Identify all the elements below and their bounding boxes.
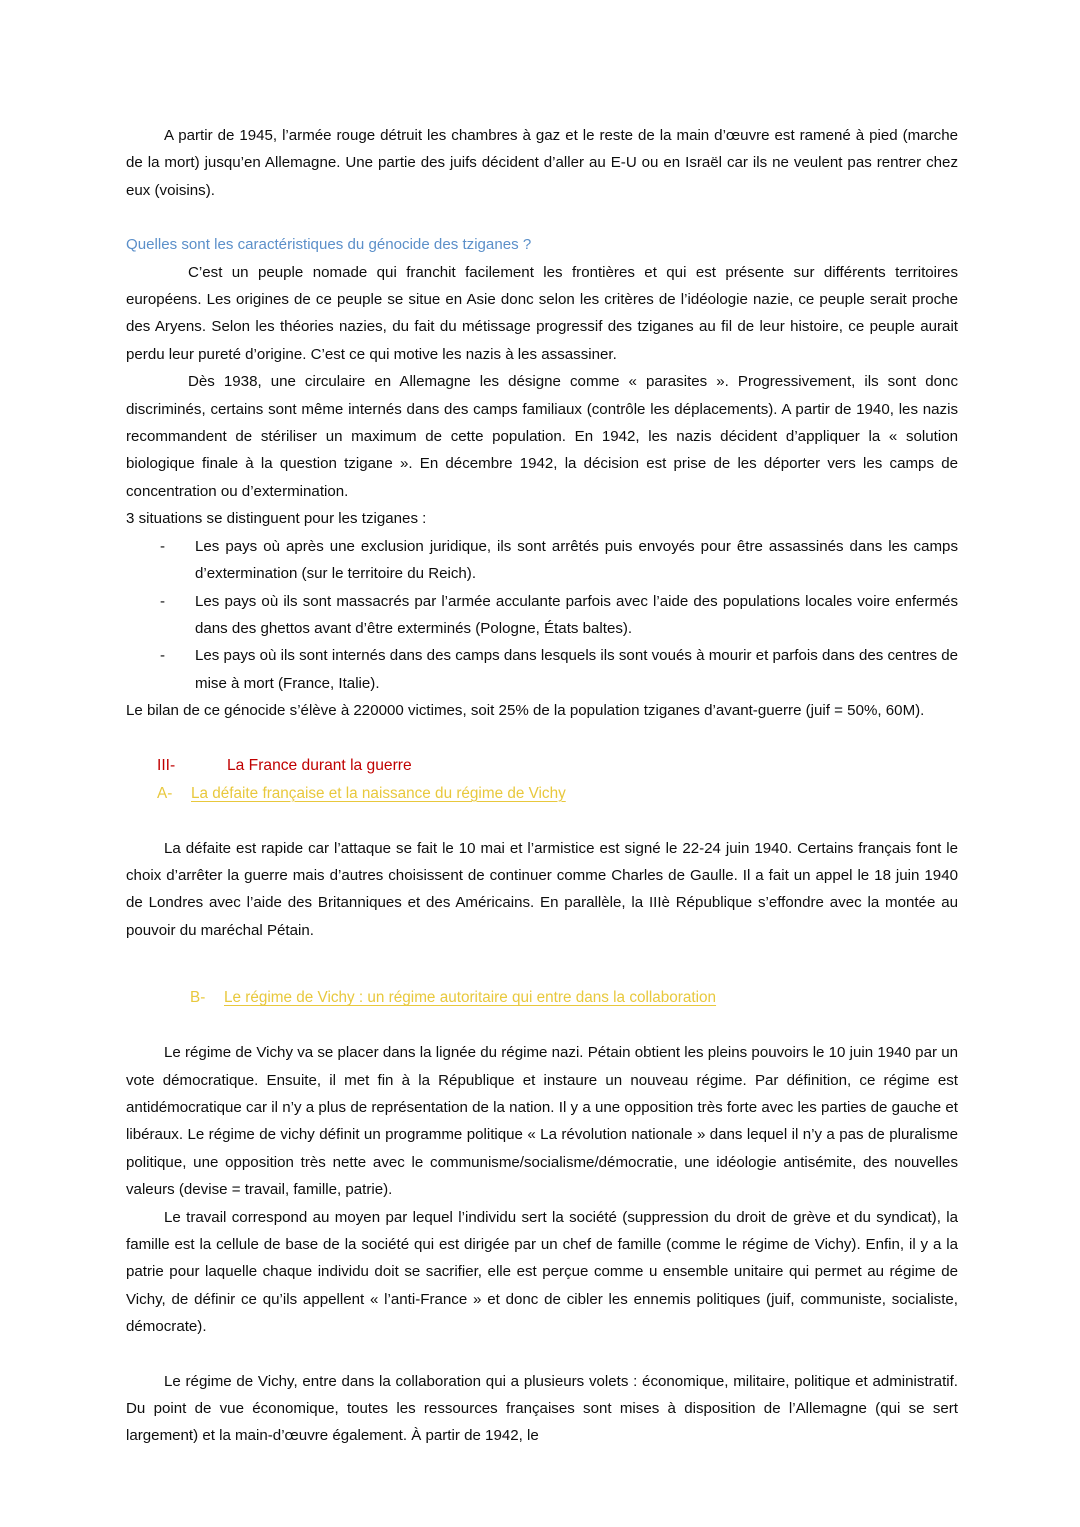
spacer (126, 944, 958, 984)
heading-subsection-b-label: Le régime de Vichy : un régime autoritaire qui entre dans la collaboration (224, 989, 717, 1007)
list-intro-3-situations: 3 situations se distinguent pour les tziganes : (126, 510, 427, 528)
paragraph-circulaire-1938: Dès 1938, une circulaire en Allemagne les désigne comme « parasites ». Progressivement, ils sont donc discriminés, certains sont même internés dans des camps familiaux (contrôle les déplacements). A partir de 1940, les nazis recommandent de stériliser un maximum de cette population. En 1942, les nazis décident d’appliquer la « solution biologique finale à la question tzigane ». En décembre 1942, la décision est prise de les déporter vers les camps de concentration ou d’extermination. (126, 373, 958, 500)
heading-subsection-a-number: A- (157, 784, 173, 802)
list-item-text: Les pays où après une exclusion juridique, ils sont arrêtés puis envoyés pour être assassinés dans les camps d’extermination (sur le territoire du Reich). (195, 537, 958, 583)
list-dash-icon: - (160, 592, 166, 610)
heading-question-tziganes: Quelles sont les caractéristiques du génocide des tziganes ? (126, 236, 532, 254)
paragraph-peuple-nomade: C’est un peuple nomade qui franchit facilement les frontières et qui est présente sur différents territoires européens. Les origines de ce peuple se situe en Asie donc selon les critères de l’idéologie nazie, ce peuple serait proche des Aryens. Selon les théories nazies, du fait du métissage progressif des tziganes au fil de leur histoire, ce peuple aurait perdu leur pureté d’origine. C’est ce qui motive les nazis à les assassiner. (126, 263, 958, 363)
spacer (126, 808, 958, 835)
paragraph-bilan-genocide: Le bilan de ce génocide s’élève à 220000 victimes, soit 25% de la population tziganes d’avant-guerre (juif = 50%, 60M). (126, 702, 925, 720)
heading-subsection-b (190, 984, 958, 1012)
document-content (126, 122, 958, 1450)
paragraph-regime-vichy-lignee: Le régime de Vichy va se placer dans la lignée du régime nazi. Pétain obtient les pleins pouvoirs le 10 juin 1940 par un vote démocratique. Ensuite, il met fin à la République et instaure un nouveau régime. Par définition, ce régime est antidémocratique car il n’y a plus de représentation de la nation. Il y a une opposition très forte avec les parties de gauche et libéraux. Le régime de vichy définit un programme politique « La révolution nationale » dans lequel il n’y a pas de pluralisme politique, une opposition très nette avec le communisme/socialisme/démocratie, une idéologie antisémite, des nouvelles valeurs (devise = travail, famille, patrie). (126, 1044, 958, 1199)
list-dash-icon: - (160, 537, 166, 555)
heading-section-iii-label: La France durant la guerre (227, 756, 412, 774)
heading-section-iii (157, 752, 958, 780)
paragraph-travail-famille-patrie: Le travail correspond au moyen par lequel l’individu sert la société (suppression du droit de grève et du syndicat), la famille est la cellule de base de la société qui est dirigée par un chef de famille (comme le régime de Vichy). Enfin, il y a la patrie pour laquelle chaque individu doit se sacrifier, elle est perçue comme u ensemble unitaire qui permet au régime de Vichy, de définir ce qu’ils appellent « l’anti-France » et donc de cibler les ennemis politiques (juif, communiste, socialiste, démocrate). (126, 1208, 958, 1336)
paragraph-collaboration: Le régime de Vichy, entre dans la collaboration qui a plusieurs volets : économique, militaire, politique et administratif. Du point de vue économique, toutes les ressources françaises sont mises à disposition de l’Allemagne (qui se sert largement) et la main-d’œuvre également. À partir de 1942, le (126, 1372, 958, 1445)
heading-subsection-b-number: B- (190, 989, 206, 1007)
list-item (126, 588, 958, 643)
spacer (126, 1341, 958, 1368)
spacer (126, 1012, 958, 1039)
heading-section-iii-number: III- (157, 756, 176, 774)
list-item (126, 642, 958, 697)
spacer (126, 204, 958, 231)
list-item (126, 533, 958, 588)
paragraph-defaite-francaise: La défaite est rapide car l’attaque se fait le 10 mai et l’armistice est signé le 22-24 juin 1940. Certains français font le choix d’arrêter la guerre mais d’autres choisissent de continuer comme Charles de Gaulle. Il a fait un appel le 18 juin 1940 de Londres avec l’aide des Britanniques et des Américains. En parallèle, la IIIè République s’effondre avec la montée au pouvoir du maréchal Pétain. (126, 839, 958, 939)
heading-subsection-a (157, 780, 958, 808)
list-item-text: Les pays où ils sont massacrés par l’armée acculante parfois avec l’aide des populations locales voire enfermés dans des ghettos avant d’être exterminés (Pologne, États baltes). (195, 592, 958, 637)
list-item-text: Les pays où ils sont internés dans des camps dans lesquels ils sont voués à mourir et parfois dans des centres de mise à mort (France, Italie). (195, 647, 958, 692)
paragraph-armee-rouge-1945: A partir de 1945, l’armée rouge détruit les chambres à gaz et le reste de la main d’œuvre est ramené à pied (marche de la mort) jusqu’en Allemagne. Une partie des juifs décident d’aller au E-U ou en Israël car ils ne veulent pas rentrer chez eux (voisins). (126, 127, 958, 199)
spacer (126, 725, 958, 752)
heading-subsection-a-label: La défaite française et la naissance du régime de Vichy (191, 784, 566, 802)
list-dash-icon: - (160, 647, 166, 665)
